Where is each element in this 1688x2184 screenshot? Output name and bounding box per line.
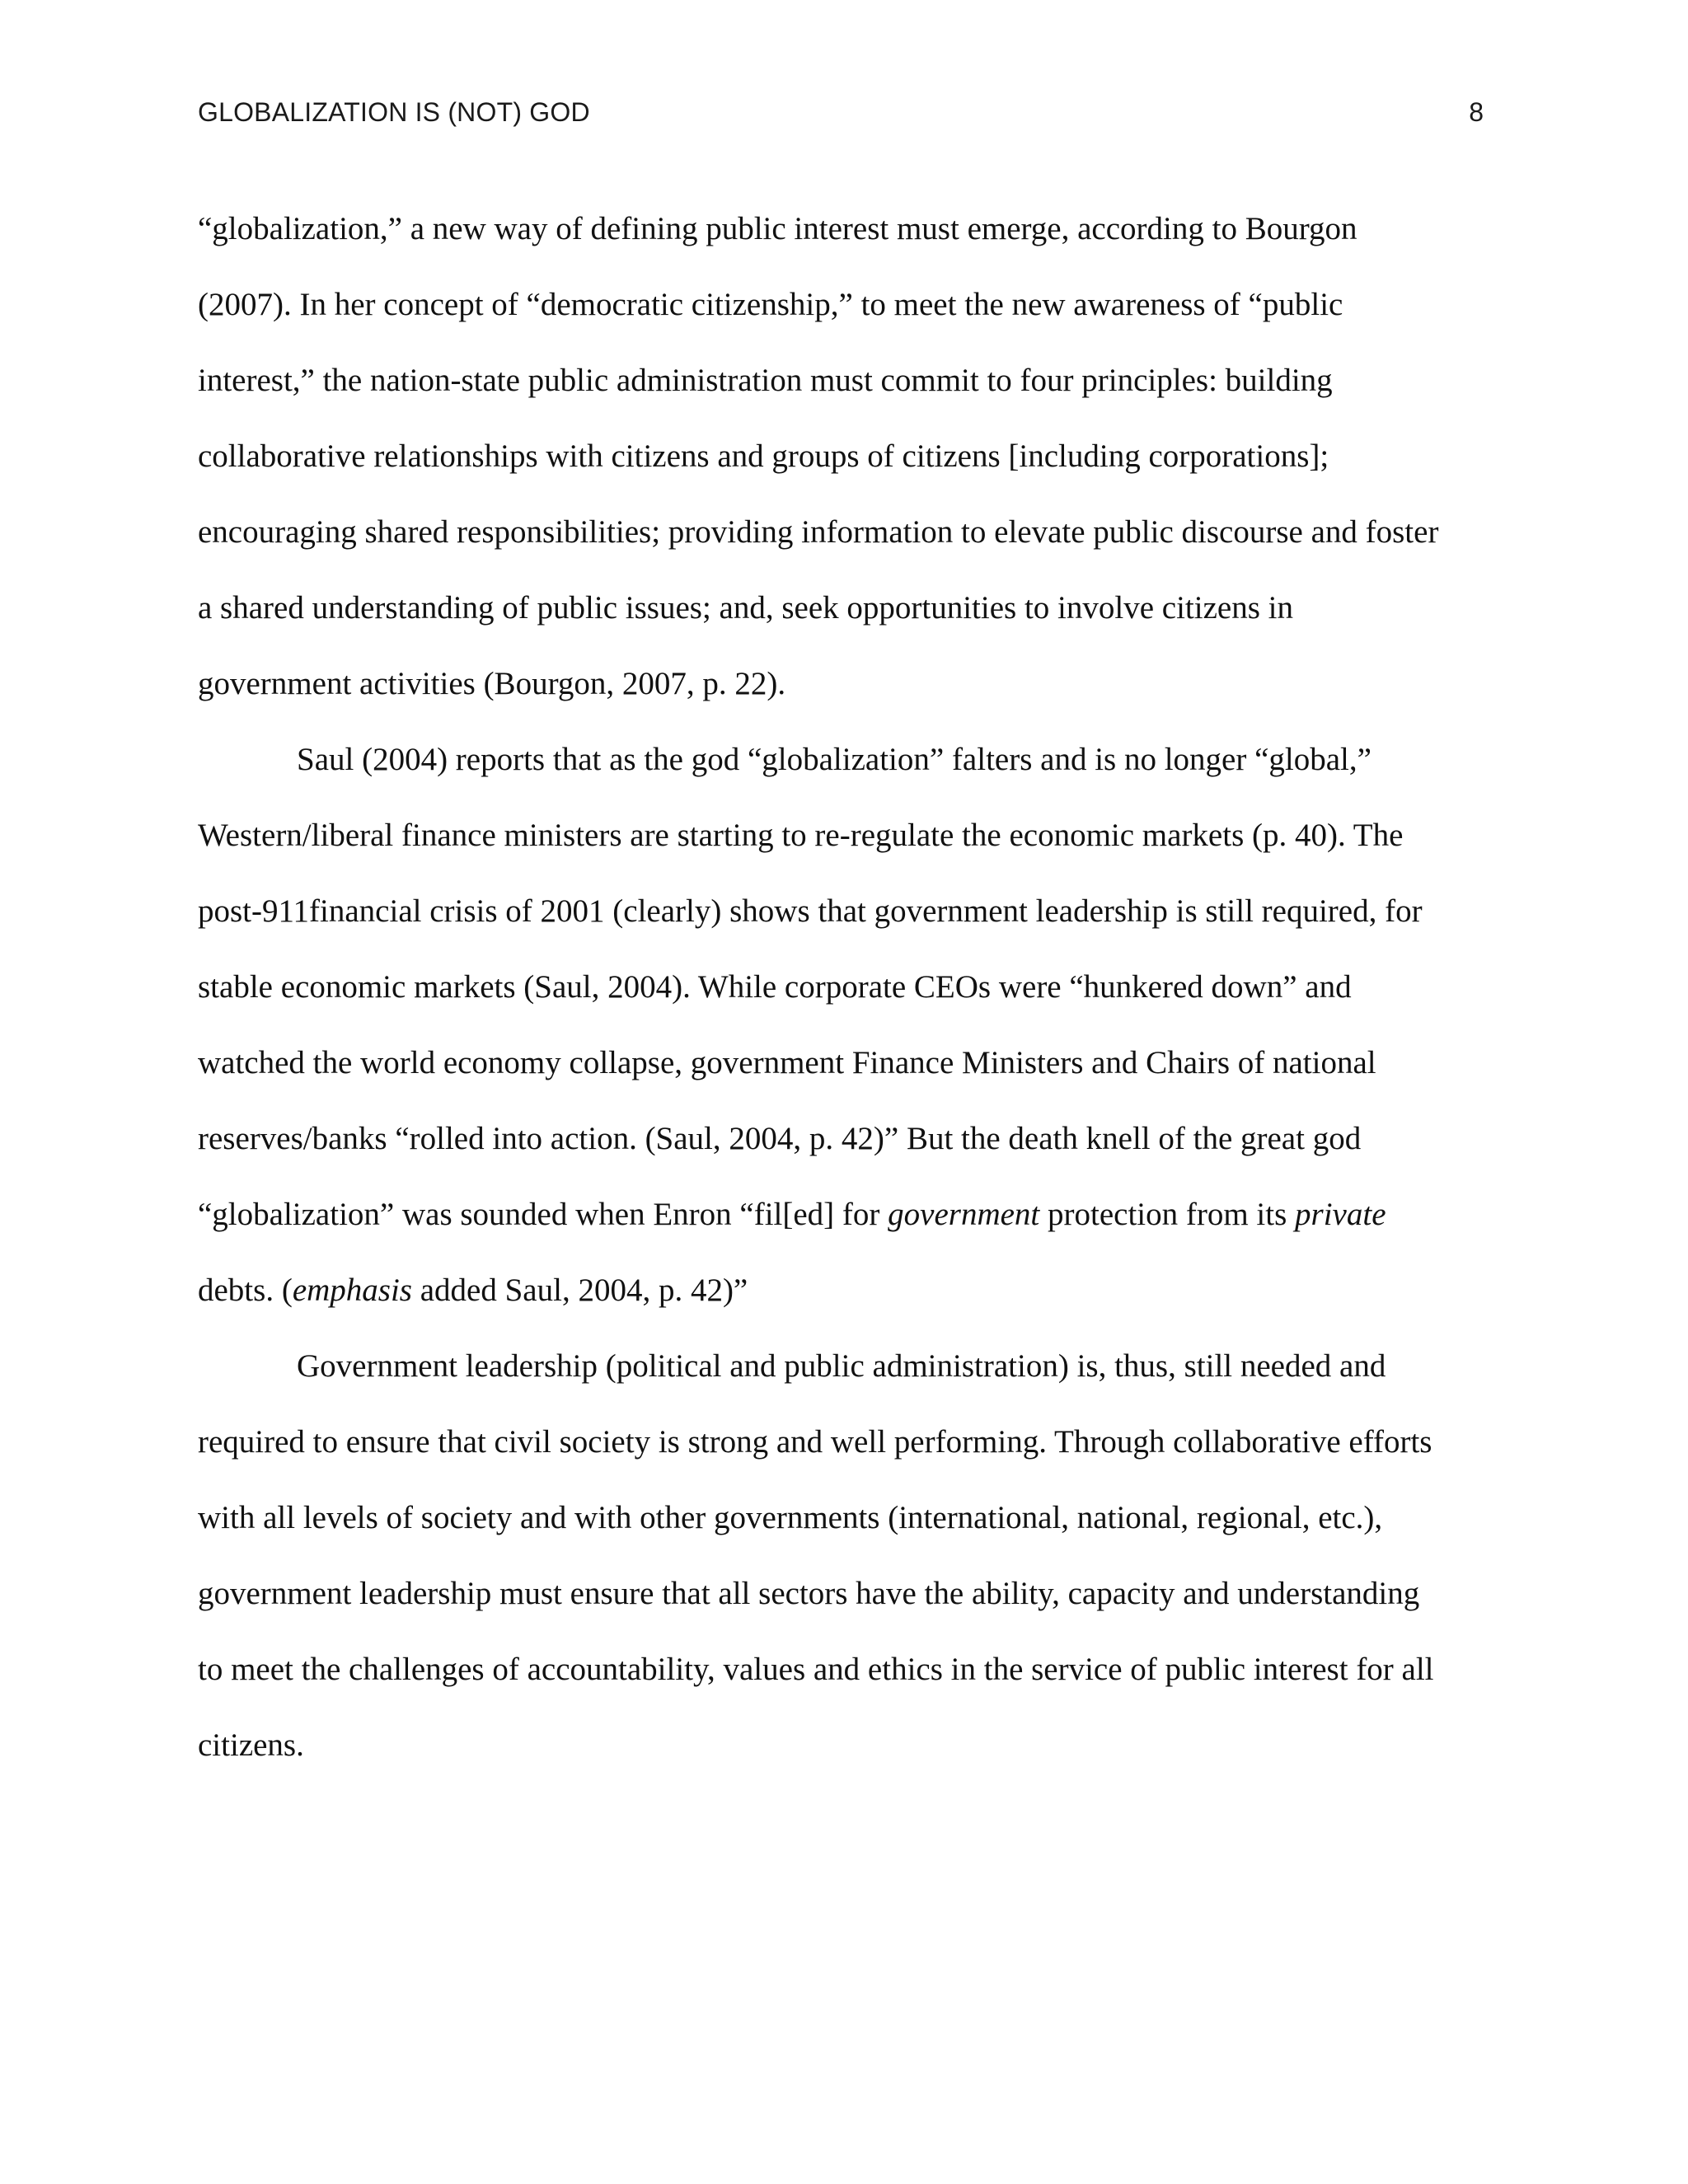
page-number: 8 [1469,97,1484,127]
text-run: “globalization” was sounded when Enron “fil[ed] for [198,1197,889,1232]
text-line: “globalization,” a new way of defining public interest must emerge, according to Bourgon [198,211,1357,246]
emphasis-run: private [1295,1197,1386,1232]
running-head [198,97,1484,137]
text-line: interest,” the nation-state public administration must commit to four principles: building [198,363,1333,398]
running-head-title: GLOBALIZATION IS (NOT) GOD [198,97,590,127]
text-line: reserves/banks “rolled into action. (Saul, 2004, p. 42)” But the death knell of the great god [198,1121,1362,1156]
text-run: added Saul, 2004, p. 42)” [411,1272,748,1308]
text-line: watched the world economy collapse, government Finance Ministers and Chairs of national [198,1045,1376,1080]
paragraph-3 [198,1329,1490,1783]
emphasis-run: emphasis [292,1272,412,1308]
paragraph-2 [198,722,1490,1329]
text-line: Saul (2004) reports that as the god “globalization” falters and is no longer “global,” [297,742,1372,777]
text-line: to meet the challenges of accountability, values and ethics in the service of public interest for all [198,1652,1434,1687]
text-line: stable economic markets (Saul, 2004). While corporate CEOs were “hunkered down” and [198,969,1352,1005]
text-line: required to ensure that civil society is strong and well performing. Through collaborative efforts [198,1424,1432,1460]
text-line [198,1177,1490,1253]
text-line: post-911financial crisis of 2001 (clearly) shows that government leadership is still required, for [198,893,1423,929]
text-line: Western/liberal finance ministers are starting to re-regulate the economic markets (p. 40). The [198,818,1404,853]
body-text [198,191,1490,1783]
text-line: encouraging shared responsibilities; providing information to elevate public discourse and foster [198,514,1439,550]
emphasis-run: government [888,1197,1040,1232]
text-line: with all levels of society and with other governments (international, national, regional, etc.), [198,1500,1383,1535]
text-line: collaborative relationships with citizens and groups of citizens [including corporations]; [198,438,1329,474]
text-line: a shared understanding of public issues; and, seek opportunities to involve citizens in [198,590,1293,626]
text-line [198,1253,1490,1329]
text-line: Government leadership (political and public administration) is, thus, still needed and [297,1348,1386,1384]
text-line: government activities (Bourgon, 2007, p. 22). [198,666,786,701]
text-line: government leadership must ensure that all sectors have the ability, capacity and understanding [198,1576,1420,1611]
text-run: debts. ( [198,1272,293,1308]
text-line: (2007). In her concept of “democratic citizenship,” to meet the new awareness of “public [198,287,1343,322]
text-run: protection from its [1039,1197,1296,1232]
paragraph-1 [198,191,1490,722]
text-line: citizens. [198,1727,304,1763]
